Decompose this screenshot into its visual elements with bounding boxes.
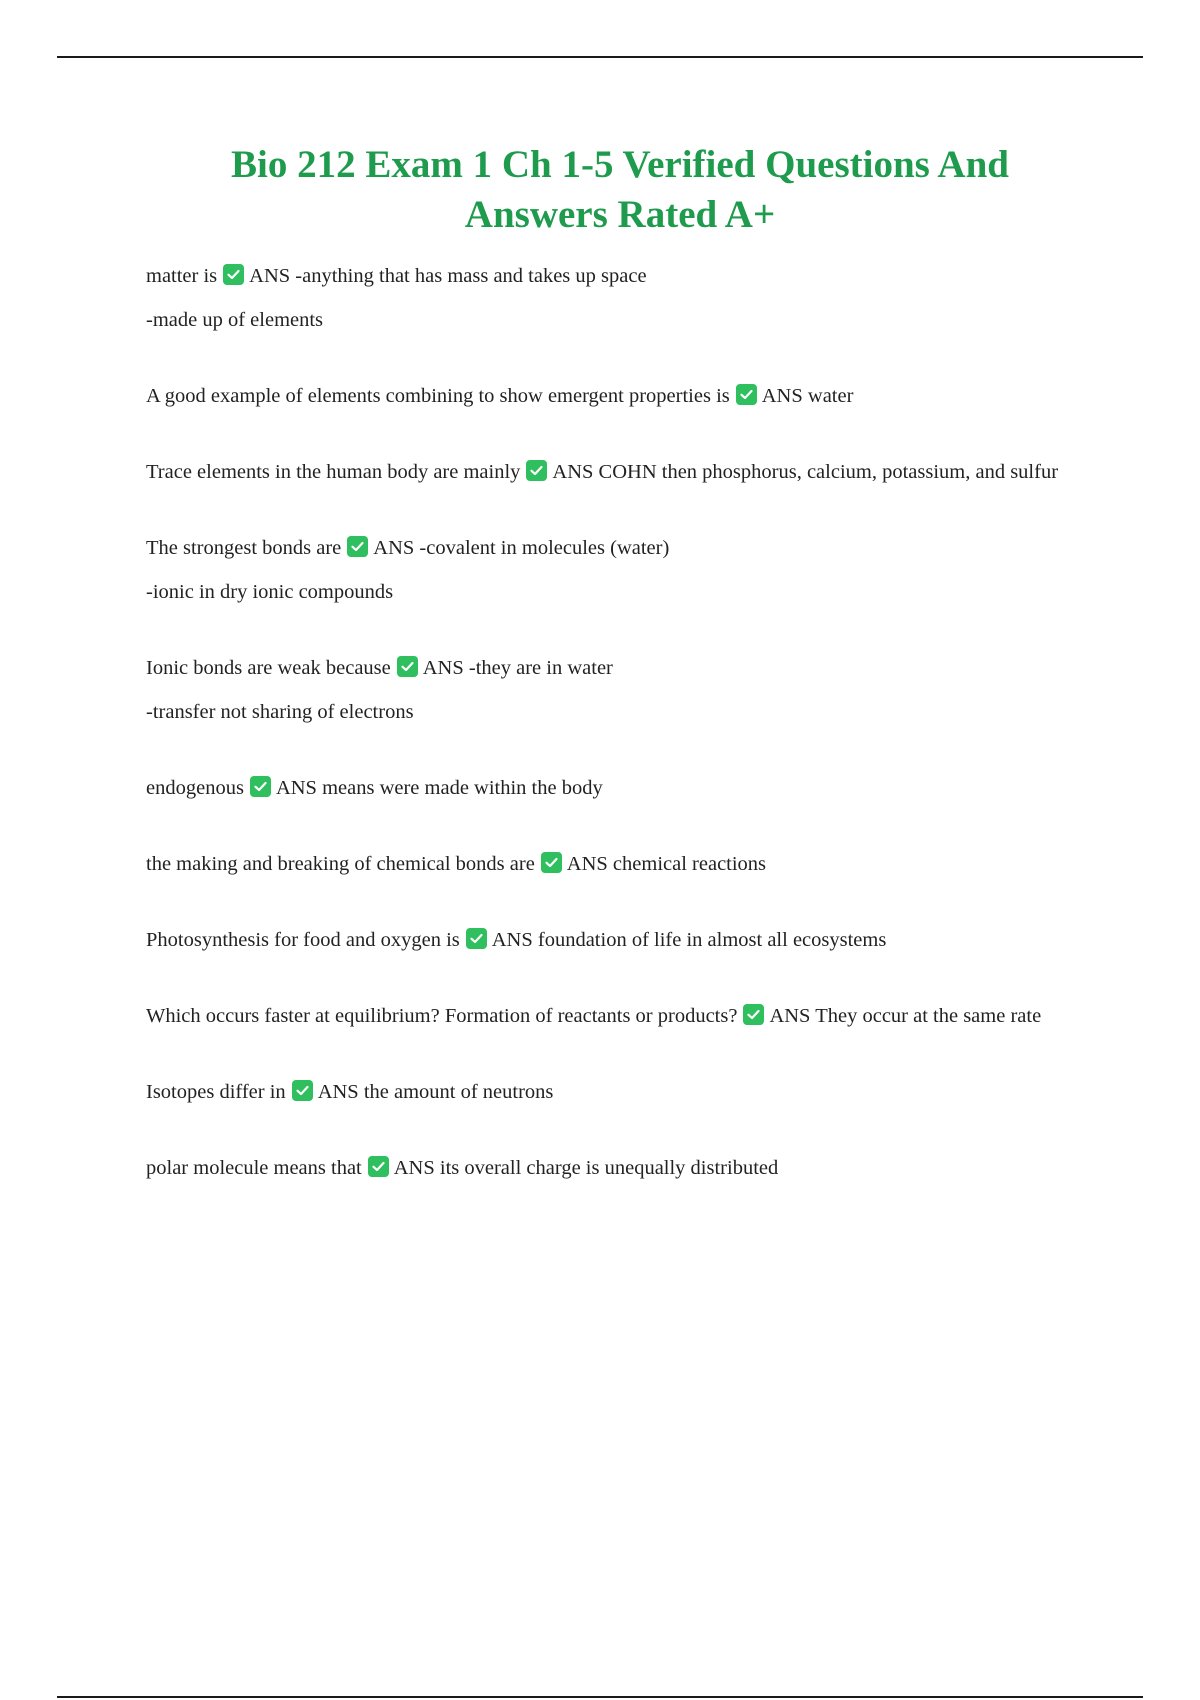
qa-item [146, 654, 1086, 726]
qa-line [146, 774, 1086, 802]
question-text: Trace elements in the human body are mainly [146, 461, 521, 483]
answer-extra: -transfer not sharing of electrons [146, 701, 414, 723]
question-text: the making and breaking of chemical bonds are [146, 853, 535, 875]
qa-line [146, 382, 1086, 410]
check-box-icon [736, 384, 757, 405]
check-box-icon [347, 536, 368, 557]
answer-text: ANS -covalent in molecules (water) [373, 537, 670, 559]
check-box-icon [223, 264, 244, 285]
qa-line [146, 262, 1086, 290]
question-text: Photosynthesis for food and oxygen is [146, 929, 460, 951]
qa-item [146, 534, 1086, 606]
qa-item [146, 926, 1086, 954]
qa-line [146, 926, 1086, 954]
check-box-icon [743, 1004, 764, 1025]
qa-line [146, 654, 1086, 682]
check-box-icon [397, 656, 418, 677]
qa-line [146, 1078, 1086, 1106]
check-box-icon [292, 1080, 313, 1101]
answer-text: ANS -they are in water [422, 657, 613, 679]
answer-extra: -ionic in dry ionic compounds [146, 581, 394, 603]
qa-item [146, 1154, 1086, 1182]
question-text: A good example of elements combining to show emergent properties is [146, 385, 730, 407]
check-box-icon [250, 776, 271, 797]
answer-text: ANS COHN then phosphorus, calcium, potassium, and sulfur [552, 461, 1059, 483]
qa-item [146, 1078, 1086, 1106]
qa-list [146, 262, 1086, 1182]
question-text: polar molecule means that [146, 1157, 362, 1179]
top-rule [57, 56, 1143, 58]
question-text: Which occurs faster at equilibrium? Formation of reactants or products? [146, 1005, 738, 1027]
answer-text: ANS its overall charge is unequally distributed [393, 1157, 779, 1179]
qa-item [146, 262, 1086, 334]
question-text: endogenous [146, 777, 244, 799]
qa-item [146, 458, 1086, 486]
qa-line [146, 458, 1086, 486]
qa-item [146, 1002, 1086, 1030]
qa-line [146, 1154, 1086, 1182]
question-text: Isotopes differ in [146, 1081, 286, 1103]
question-text: matter is [146, 265, 218, 287]
qa-item [146, 382, 1086, 410]
answer-text: ANS foundation of life in almost all ecosystems [491, 929, 887, 951]
answer-text: ANS water [761, 385, 854, 407]
bottom-rule [57, 1696, 1143, 1698]
qa-line [146, 850, 1086, 878]
check-box-icon [466, 928, 487, 949]
check-box-icon [541, 852, 562, 873]
answer-text: ANS They occur at the same rate [769, 1005, 1042, 1027]
answer-text: ANS means were made within the body [275, 777, 603, 799]
question-text: The strongest bonds are [146, 537, 342, 559]
question-text: Ionic bonds are weak because [146, 657, 391, 679]
answer-text: ANS chemical reactions [566, 853, 767, 875]
answer-extra: -made up of elements [146, 309, 324, 331]
qa-item [146, 850, 1086, 878]
check-box-icon [526, 460, 547, 481]
answer-text: ANS -anything that has mass and takes up space [249, 265, 647, 287]
document-title: Bio 212 Exam 1 Ch 1-5 Verified Questions And Answers Rated A+ [231, 143, 1009, 236]
answer-text: ANS the amount of neutrons [317, 1081, 554, 1103]
qa-line [146, 534, 1086, 562]
check-box-icon [368, 1156, 389, 1177]
qa-line [146, 1002, 1086, 1030]
qa-item [146, 774, 1086, 802]
